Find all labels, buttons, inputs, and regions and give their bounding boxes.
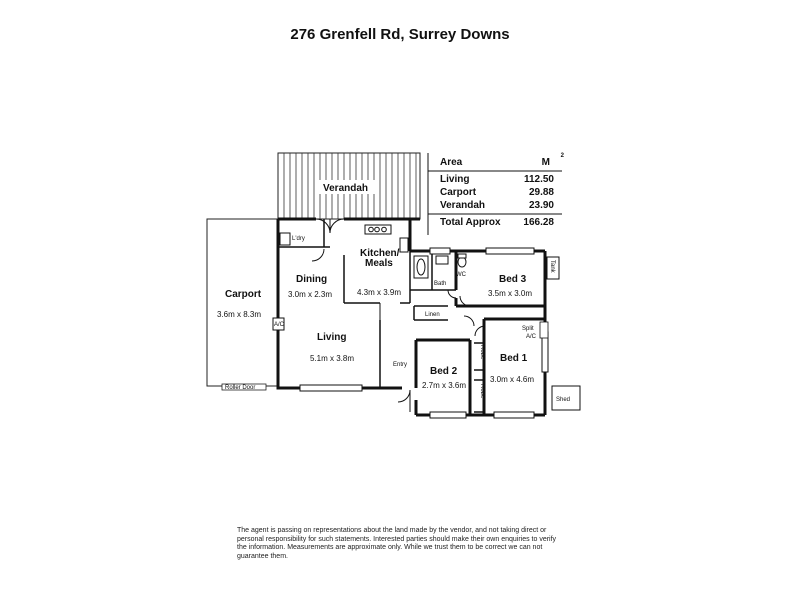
entry-label: Entry [393,362,408,368]
carport-dim: 3.6m x 8.3m [217,310,262,319]
bed3-dim: 3.5m x 3.0m [488,289,533,298]
page-title: 276 Grenfell Rd, Surrey Downs [290,26,510,43]
bed1-label: Bed 1 [500,353,528,364]
carport-outline [207,219,278,386]
verandah-label: Verandah [323,183,369,194]
split-ac-label: Split [522,326,534,332]
robe-label-2: Robe [479,384,485,399]
shed-label: Shed [556,397,571,403]
split-ac-box [540,322,548,338]
living-dim: 5.1m x 3.8m [310,354,355,363]
roller-door-label: Roller Door [225,385,256,391]
robe-label-1: Robe [479,345,485,360]
dining-dim: 3.0m x 2.3m [288,290,333,299]
area-table: Area M 2 Living 112.50 Carport 29.88 Verandah 23.90 Total Approx 166.28 [426,153,562,235]
bed1-dim: 3.0m x 4.6m [490,375,535,384]
split-ac-label-2: A/C [526,334,537,340]
laundry-label: L'dry [292,236,305,242]
bath-label: Bath [434,281,447,287]
kitchen-label-line2: Meals [365,258,393,269]
bed3-label: Bed 3 [499,274,527,285]
kitchen-dim: 4.3m x 3.9m [357,288,402,297]
area-header-unit: M [541,157,550,168]
living-label: Living [317,332,347,343]
area-header-label: Area [440,157,463,168]
bed2-label: Bed 2 [430,366,458,377]
bed2-dim: 2.7m x 3.6m [422,381,467,390]
dining-label: Dining [296,274,328,285]
tank-label: Tank [549,260,555,273]
kitchen-label: Kitchen/ [360,248,400,259]
wc-label: WC [456,272,466,278]
disclaimer-text: The agent is passing on representations about the land made by the vendor, and not taking direct or personal responsibility for such statements. Interested parties should make their own enquiries to verify the information. Measurements are approximate only. While we trust them to be correct we can not guarantee them. [237,527,557,560]
carport-label: Carport [225,289,262,300]
area-header-unit-sup: 2 [560,153,564,159]
linen-label: Linen [425,312,440,318]
ac-label: A/C [274,322,285,328]
